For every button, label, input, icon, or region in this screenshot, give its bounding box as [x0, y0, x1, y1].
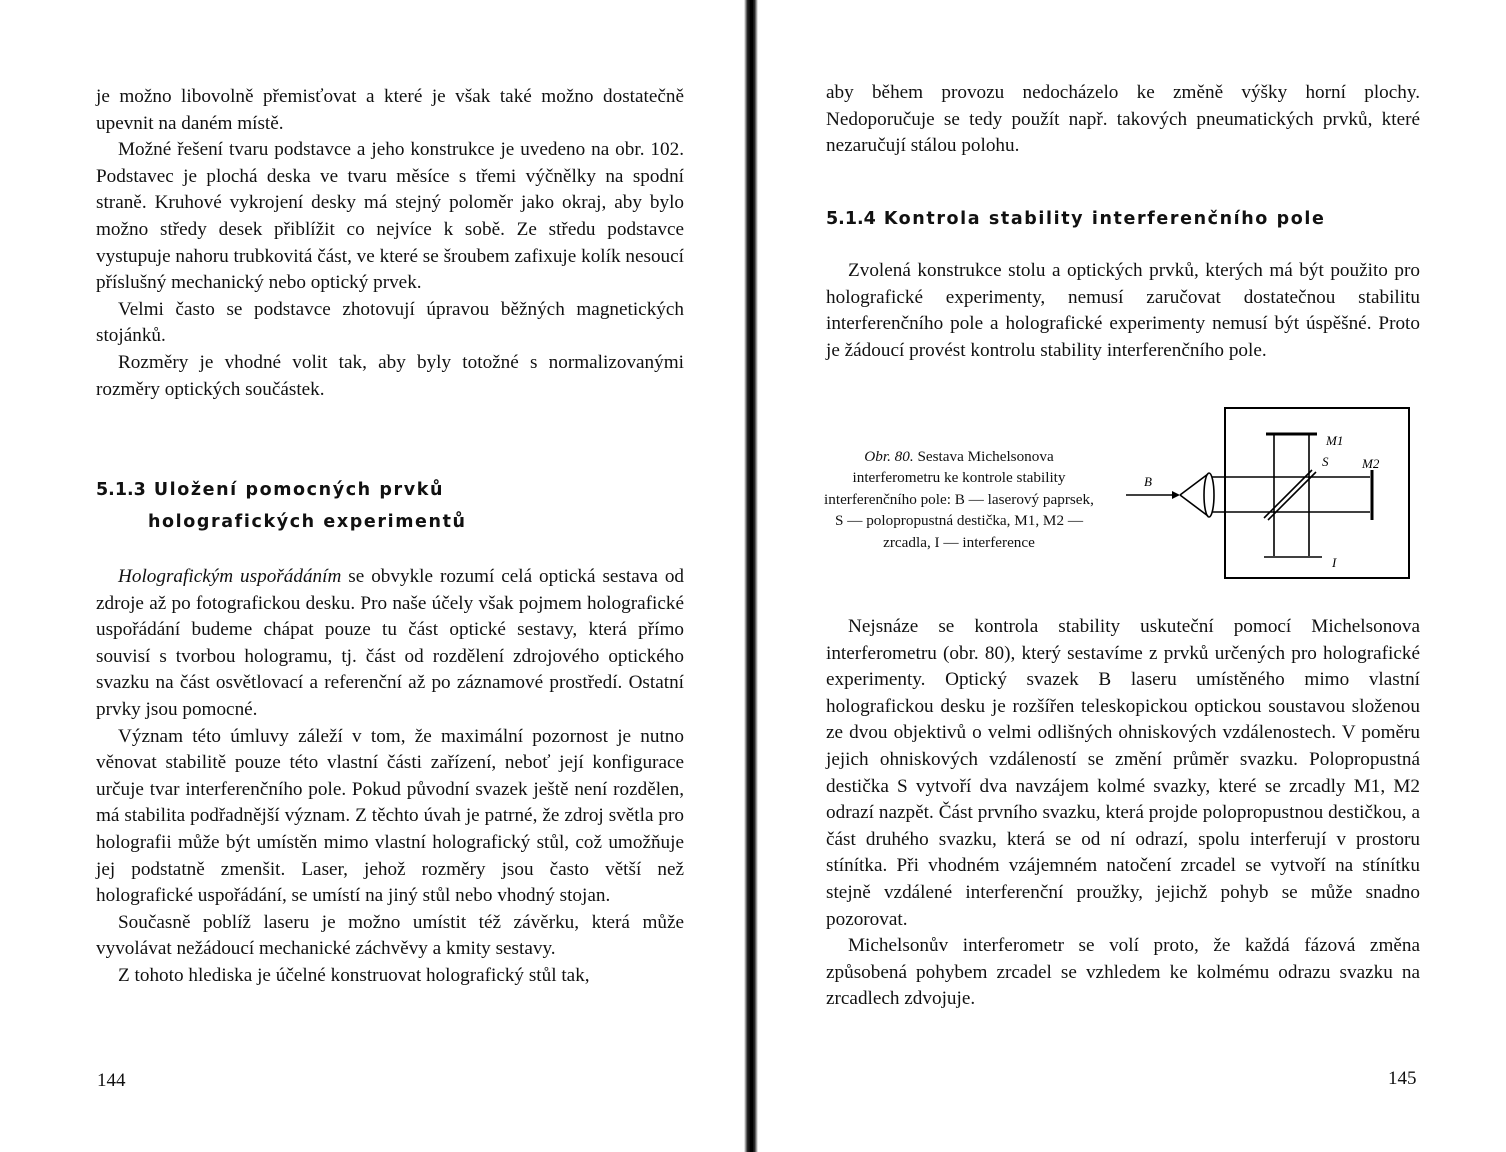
paragraph — [96, 564, 684, 724]
michelson-interferometer-diagram — [1112, 404, 1414, 582]
section-heading-5-1-4 — [826, 203, 1325, 235]
label-interference: I — [1332, 555, 1337, 570]
page-number: 144 — [97, 1070, 126, 1091]
paragraph: Rozměry je vhodné volit tak, aby byly totožné s normalizovanými rozměry optických součástek. — [96, 351, 684, 400]
right-page-body — [826, 614, 1420, 1013]
caption-label: Obr. 80. — [864, 448, 914, 465]
italic-term: Holografickým uspořádáním — [118, 566, 342, 587]
section-number: 5.1.3 — [96, 480, 146, 500]
paragraph: Význam této úmluvy záleží v tom, že maximální pozornost je nutno věnovat stabilitě pouze této vlastní části zařízení, neboť její konfigurace určuje tvar interferenčního pole. Pokud původní svazek ještě není rozdělen, má stabilita podřadnější význam. Z těchto úvah je patrné, že zdroj světla pro holografii může být umístěn mimo vlastní holografický stůl, což umožňuje jej podstatně zmenšit. Laser, jehož rozměry jsou často větší než holografické uspořádání, se umístí na jiný stůl nebo vhodný stojan. — [96, 725, 684, 907]
section-number: 5.1.4 — [826, 209, 876, 229]
paragraph: Nejsnáze se kontrola stability uskuteční pomocí Michelsonova interferometru (obr. 80), který sestavíme z prvků určených pro holografické experimenty. Optický svazek B laseru umístěného mimo vlastní holografickou desku je rozšířen teleskopickou optickou soustavou složenou ze dvou objektivů o velmi odlišných ohniskových vzdálenostech. V poměru jejich ohniskových vzdáleností se změní průměr svazku. Polopropustná destička S vytvoří dva navzájem kolmé svazky, které se zrcadly M1, M2 odrazí nazpět. Část prvního svazku, která projde polopropustnou destičkou, a část druhého svazku, která se od ní odrazí, spolu interferují v prostoru stínítka. Při vhodném vzájemném natočení zrcadel se vytvoří na stínítku stejně vzdálené interferenční proužky, jejichž pohyb se může snadno pozorovat. — [826, 616, 1420, 930]
label-splitter: S — [1322, 454, 1329, 469]
book-gutter-line — [750, 0, 753, 1152]
paragraph: Zvolená konstrukce stolu a optických prvků, kterých má být použito pro holografické experimenty, nemusí zaručovat dostatečnou stabilitu interferenčního pole a holografické experimenty nemusí být úspěšné. Proto je žádoucí provést kontrolu stability interferenčního pole. — [826, 260, 1420, 361]
paragraph: Současně poblíž laseru je možno umístit též závěrku, která může vyvolávat nežádoucí mechanické záchvěvy a kmity sestavy. — [96, 911, 684, 960]
paragraph: je možno libovolně přemisťovat a které je však také možno dostatečně upevnit na daném místě. — [96, 86, 684, 134]
paragraph: Možné řešení tvaru podstavce a jeho konstrukce je uvedeno na obr. 102. Podstavec je plochá deska ve tvaru měsíce s třemi výčnělky na spodní straně. Kruhové vykrojení desky má stejný poloměr jako okraj, aby bylo možno středy desek přiblížit co nejvíce k sobě. Ze středu podstavce vystupuje nahoru trubkovitá část, ve které se šroubem zafixuje kolík nesoucí příslušný mechanický nebo optický prvek. — [96, 139, 684, 294]
lens — [1204, 473, 1214, 517]
left-page — [0, 0, 748, 1152]
left-page-body-top — [96, 84, 684, 403]
section-title-line2: holografických experimentů — [148, 512, 467, 532]
paragraph: aby během provozu nedocházelo ke změně výšky horní plochy. Nedoporučuje se tedy použít např. takových pneumatických prvků, které nezaručují stálou polohu. — [826, 82, 1420, 157]
beam-arrow — [1172, 491, 1180, 499]
right-page-intro — [826, 80, 1420, 160]
section-heading-5-1-3 — [96, 474, 467, 538]
caption-text: Sestava Michelsonova interferometru ke kontrole stability interferenčního pole: B — laserový paprsek, S — polopropustná destička, M1, M2 — zrcadla, I — interference — [824, 448, 1094, 551]
right-page — [760, 0, 1506, 1152]
figure-caption — [820, 446, 1098, 553]
paragraph: Z tohoto hlediska je účelné konstruovat holografický stůl tak, — [118, 964, 590, 986]
page-number: 145 — [1388, 1068, 1417, 1089]
label-mirror2: M2 — [1362, 456, 1380, 471]
section-title: Kontrola stability interferenčního pole — [883, 209, 1326, 229]
label-beam: B — [1144, 474, 1152, 489]
paragraph-text: se obvykle rozumí celá optická sestava od zdroje až po fotografickou desku. Pro naše účely však pojmem holografické uspořádání budeme chápat pouze tu část optické sestavy, která přímo souvisí s tvorbou hologramu, tj. část od rozdělení zdrojového optického svazku na část osvětlovací a referenční až po záznamové prostředí. Ostatní prvky jsou pomocné. — [96, 566, 685, 720]
left-page-body-section — [96, 564, 684, 990]
label-mirror1: M1 — [1326, 433, 1344, 448]
section-title-line1: Uložení pomocných prvků — [153, 480, 445, 500]
paragraph: Velmi často se podstavce zhotovují úpravou běžných magnetických stojánků. — [96, 298, 684, 347]
paragraph: Michelsonův interferometr se volí proto, že každá fázová změna způsobená pohybem zrcadel se vzhledem ke kolmému odrazu svazku na zrcadlech zdvojuje. — [826, 935, 1420, 1010]
right-page-p1 — [826, 258, 1420, 364]
